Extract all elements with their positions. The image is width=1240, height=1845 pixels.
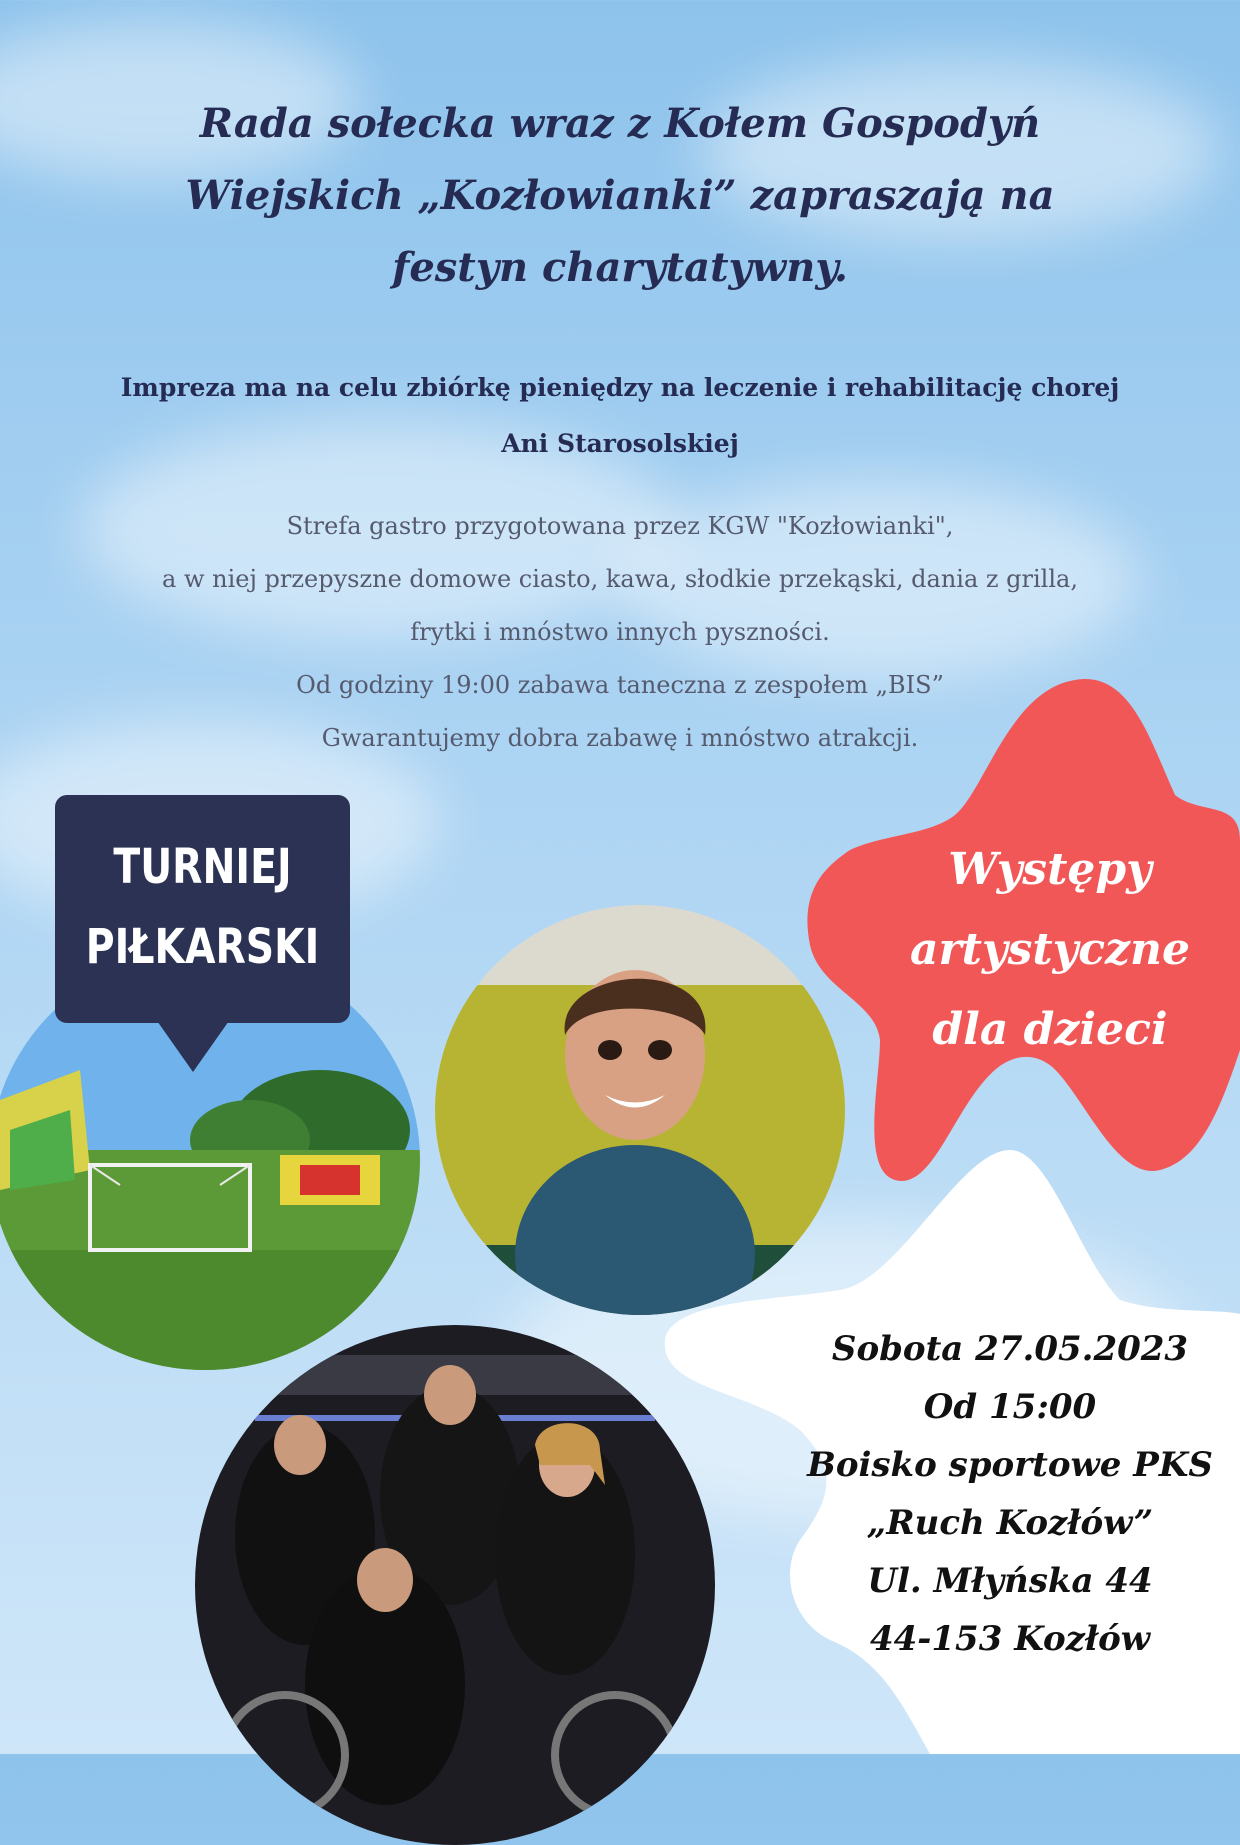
event-postcode: 44-153 Kozłów: [869, 1619, 1151, 1659]
band-photo: [195, 1325, 715, 1845]
event-venue-name: „Ruch Kozłów”: [866, 1503, 1154, 1543]
girl-portrait-photo: [435, 905, 845, 1315]
details-line: Gwarantujemy dobra zabawę i mnóstwo atrakcji.: [321, 724, 919, 752]
details-line: a w niej przepyszne domowe ciasto, kawa, słodkie przekąski, dania z grilla,: [162, 565, 1078, 593]
tournament-line: PIŁKARSKI: [85, 919, 320, 975]
title-line: festyn charytatywny.: [392, 244, 848, 291]
title-line: Rada sołecka wraz z Kołem Gospodyń: [199, 100, 1041, 147]
details-line: frytki i mnóstwo innych pyszności.: [410, 618, 830, 646]
title-line: Wiejskich „Kozłowianki” zapraszają na: [185, 172, 1055, 219]
tournament-label: [82, 827, 324, 987]
tournament-bubble: [55, 795, 350, 1023]
event-time: Od 15:00: [923, 1387, 1097, 1427]
performances-line: artystyczne: [909, 924, 1190, 975]
bubble-tail: [155, 1018, 231, 1072]
details-line: Od godziny 19:00 zabawa taneczna z zespołem „BIS”: [296, 671, 944, 699]
tournament-line: TURNIEJ: [113, 839, 292, 895]
purpose-line: Impreza ma na celu zbiórkę pieniędzy na leczenie i rehabilitację chorej: [120, 373, 1120, 402]
purpose-line: Ani Starosolskiej: [501, 429, 739, 458]
performances-line: Występy: [948, 844, 1152, 895]
performances-label: [860, 830, 1240, 1070]
event-info: [790, 1320, 1230, 1668]
performances-line: dla dzieci: [932, 1004, 1168, 1055]
details-line: Strefa gastro przygotowana przez KGW "Kozłowianki",: [286, 512, 954, 540]
event-street: Ul. Młyńska 44: [867, 1561, 1153, 1601]
event-venue: Boisko sportowe PKS: [807, 1445, 1213, 1485]
event-date: Sobota 27.05.2023: [831, 1329, 1189, 1369]
